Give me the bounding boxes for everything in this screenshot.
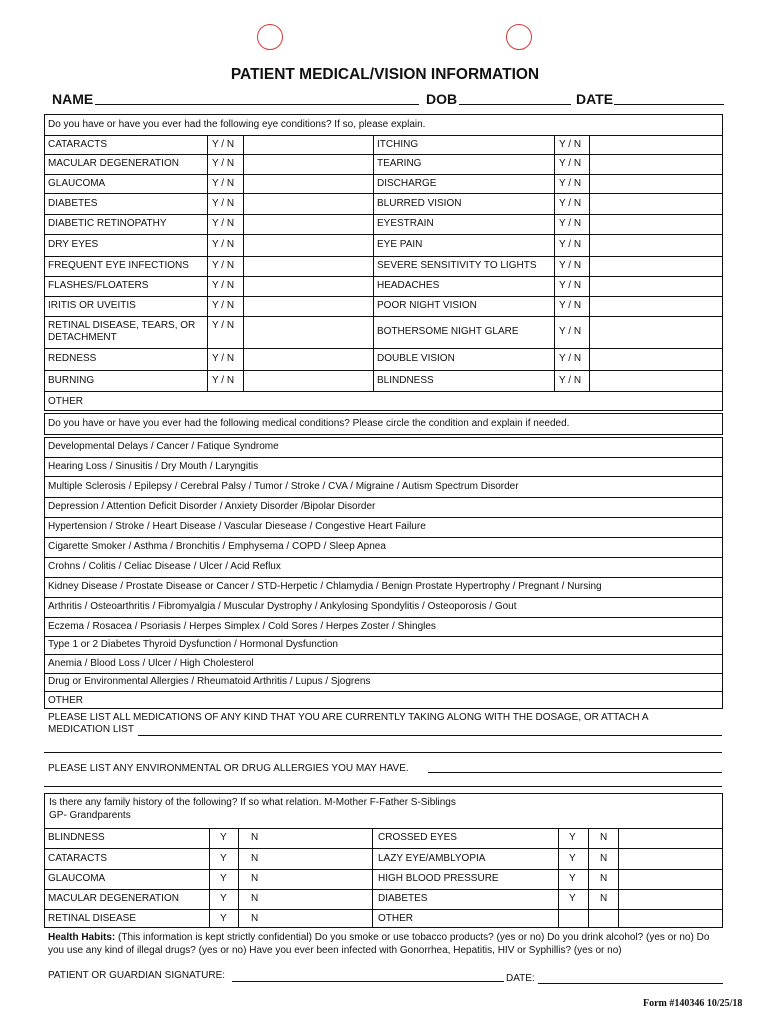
family-col-divider bbox=[588, 828, 589, 848]
eye-col-divider bbox=[589, 193, 590, 214]
family-condition-left: BLINDNESS bbox=[48, 832, 105, 843]
medical-other-label: OTHER bbox=[48, 695, 83, 706]
eye-col-divider bbox=[243, 214, 244, 234]
medical-row-divider bbox=[44, 537, 723, 538]
eye-col-divider bbox=[243, 316, 244, 348]
eye-condition-right: DOUBLE VISION bbox=[377, 353, 455, 364]
medical-row-divider bbox=[44, 497, 723, 498]
family-col-divider bbox=[238, 869, 239, 889]
medical-condition-item[interactable]: Developmental Delays / Cancer / Fatique Syndrome bbox=[48, 441, 279, 452]
eye-condition-left: FREQUENT EYE INFECTIONS bbox=[48, 260, 189, 271]
family-col-divider bbox=[558, 909, 559, 928]
eye-col-divider bbox=[554, 348, 555, 370]
medical-condition-item[interactable]: Drug or Environmental Allergies / Rheumatoid Arthritis / Lupus / Sjogrens bbox=[48, 676, 371, 687]
family-y-left[interactable]: Y bbox=[220, 913, 227, 924]
family-col-divider bbox=[238, 828, 239, 848]
eye-col-divider bbox=[554, 135, 555, 154]
eye-yn-right[interactable]: Y / N bbox=[559, 218, 582, 229]
eye-row-divider bbox=[44, 135, 723, 136]
eye-condition-right: ITCHING bbox=[377, 139, 419, 150]
family-n-right[interactable]: N bbox=[600, 853, 608, 864]
family-y-right[interactable]: Y bbox=[569, 853, 576, 864]
eye-condition-left: CATARACTS bbox=[48, 139, 108, 150]
family-condition-left: MACULAR DEGENERATION bbox=[48, 893, 179, 904]
family-col-divider bbox=[618, 828, 619, 848]
eye-yn-right[interactable]: Y / N bbox=[559, 178, 582, 189]
eye-yn-right[interactable]: Y / N bbox=[559, 375, 582, 386]
family-question-line2: GP- Grandparents bbox=[49, 810, 131, 821]
eye-col-divider bbox=[373, 234, 374, 256]
eye-row-divider bbox=[44, 193, 723, 194]
medical-row-divider bbox=[44, 617, 723, 618]
family-n-left[interactable]: N bbox=[251, 913, 259, 924]
eye-yn-left[interactable]: Y / N bbox=[212, 280, 235, 291]
eye-col-divider bbox=[589, 256, 590, 276]
eye-condition-left: IRITIS OR UVEITIS bbox=[48, 300, 136, 311]
eye-col-divider bbox=[589, 135, 590, 154]
family-row-divider bbox=[44, 889, 723, 890]
eye-col-divider bbox=[589, 174, 590, 193]
eye-col-divider bbox=[373, 193, 374, 214]
family-condition-right: CROSSED EYES bbox=[378, 832, 457, 843]
medical-question: Do you have or have you ever had the following medical conditions? Please circle the condition and explain if needed. bbox=[48, 418, 570, 429]
eye-col-divider bbox=[554, 256, 555, 276]
eye-col-divider bbox=[207, 348, 208, 370]
family-n-left[interactable]: N bbox=[251, 832, 259, 843]
medical-row-divider bbox=[44, 597, 723, 598]
eye-col-divider bbox=[373, 348, 374, 370]
eye-col-divider bbox=[589, 316, 590, 348]
dob-label: DOB bbox=[426, 91, 458, 107]
eye-col-divider bbox=[589, 296, 590, 316]
family-condition-right: OTHER bbox=[378, 913, 413, 924]
medical-condition-item[interactable]: Arthritis / Osteoarthritis / Fibromyalgia / Muscular Dystrophy / Ankylosing Spondylitis / Osteoporosis / Gout bbox=[48, 601, 517, 612]
medical-row-divider bbox=[44, 654, 723, 655]
medical-condition-item[interactable]: Depression / Attention Deficit Disorder / Anxiety Disorder /Bipolar Disorder bbox=[48, 501, 376, 512]
eye-row-divider bbox=[44, 154, 723, 155]
eye-condition-left: DRY EYES bbox=[48, 239, 99, 250]
eye-col-divider bbox=[373, 135, 374, 154]
eye-col-divider bbox=[207, 316, 208, 348]
eye-col-divider bbox=[207, 370, 208, 391]
family-col-divider bbox=[618, 848, 619, 869]
family-col-divider bbox=[558, 848, 559, 869]
eye-condition-right: SEVERE SENSITIVITY TO LIGHTS bbox=[377, 260, 537, 271]
family-col-divider bbox=[238, 909, 239, 928]
eye-col-divider bbox=[554, 193, 555, 214]
health-habits-text: (This information is kept strictly confidential) Do you smoke or use tobacco products? (yes or no) Do you drink alcohol? (yes or no) Do you use any kind of illegal drugs? (yes or no) Have you ever been infected with Gonorrhea, Hepatitis, HIV or Syphillis? (yes or no) bbox=[48, 932, 710, 956]
family-row-divider bbox=[44, 848, 723, 849]
eye-yn-left[interactable]: Y / N bbox=[212, 320, 235, 331]
medications-prompt: PLEASE LIST ALL MEDICATIONS OF ANY KIND THAT YOU ARE CURRENTLY TAKING ALONG WITH THE DOSAGE, OR ATTACH A MEDICATION LIST bbox=[48, 712, 648, 735]
family-col-divider bbox=[588, 848, 589, 869]
eye-col-divider bbox=[243, 296, 244, 316]
eye-col-divider bbox=[554, 296, 555, 316]
eye-yn-left[interactable]: Y / N bbox=[212, 198, 235, 209]
page-title: PATIENT MEDICAL/VISION INFORMATION bbox=[230, 66, 540, 83]
family-col-divider bbox=[209, 909, 210, 928]
medical-condition-item[interactable]: Multiple Sclerosis / Epilepsy / Cerebral Palsy / Tumor / Stroke / CVA / Migraine / Autism Spectrum Disorder bbox=[48, 481, 519, 492]
signature-label: PATIENT OR GUARDIAN SIGNATURE: bbox=[48, 970, 226, 981]
medical-row-divider bbox=[44, 476, 723, 477]
eye-row-divider bbox=[44, 256, 723, 257]
eye-col-divider bbox=[373, 256, 374, 276]
eye-col-divider bbox=[207, 154, 208, 174]
eye-condition-right: EYESTRAIN bbox=[377, 218, 434, 229]
medical-row-divider bbox=[44, 673, 723, 674]
family-question-line1: Is there any family history of the following? If so what relation. M-Mother F-Father S-Siblings bbox=[49, 797, 456, 808]
eye-row-divider bbox=[44, 316, 723, 317]
eye-col-divider bbox=[554, 234, 555, 256]
eye-col-divider bbox=[207, 256, 208, 276]
name-label: NAME bbox=[52, 91, 94, 107]
eye-col-divider bbox=[589, 214, 590, 234]
punch-hole-right bbox=[506, 24, 532, 50]
family-y-right[interactable]: Y bbox=[569, 893, 576, 904]
eye-condition-right: BLURRED VISION bbox=[377, 198, 462, 209]
eye-yn-right[interactable]: Y / N bbox=[559, 198, 582, 209]
health-habits bbox=[48, 931, 728, 957]
medical-row-divider bbox=[44, 557, 723, 558]
eye-yn-left[interactable]: Y / N bbox=[212, 239, 235, 250]
eye-condition-right: DISCHARGE bbox=[377, 178, 437, 189]
eye-col-divider bbox=[554, 276, 555, 296]
eye-row-divider bbox=[44, 234, 723, 235]
eye-condition-left: DIABETES bbox=[48, 198, 98, 209]
family-condition-left: RETINAL DISEASE bbox=[48, 913, 136, 924]
medical-row-divider bbox=[44, 691, 723, 692]
eye-condition-right: BLINDNESS bbox=[377, 375, 434, 386]
eye-condition-left: MACULAR DEGENERATION bbox=[48, 158, 179, 169]
eye-row-divider bbox=[44, 370, 723, 371]
eye-row-divider bbox=[44, 214, 723, 215]
family-n-right[interactable]: N bbox=[600, 893, 608, 904]
family-y-left[interactable]: Y bbox=[220, 853, 227, 864]
eye-condition-right: HEADACHES bbox=[377, 280, 440, 291]
medical-condition-item[interactable]: Hearing Loss / Sinusitis / Dry Mouth / Laryngitis bbox=[48, 461, 259, 472]
family-condition-right: DIABETES bbox=[378, 893, 428, 904]
eye-col-divider bbox=[243, 193, 244, 214]
eye-col-divider bbox=[243, 276, 244, 296]
eye-row-divider bbox=[44, 276, 723, 277]
eye-col-divider bbox=[554, 370, 555, 391]
eye-col-divider bbox=[589, 370, 590, 391]
family-col-divider bbox=[372, 828, 373, 848]
eye-yn-left[interactable]: Y / N bbox=[212, 260, 235, 271]
eye-col-divider bbox=[373, 154, 374, 174]
eye-question: Do you have or have you ever had the following eye conditions? If so, please explain. bbox=[48, 119, 426, 130]
medical-row-divider bbox=[44, 457, 723, 458]
eye-col-divider bbox=[243, 154, 244, 174]
eye-yn-left[interactable]: Y / N bbox=[212, 375, 235, 386]
family-col-divider bbox=[372, 909, 373, 928]
family-y-left[interactable]: Y bbox=[220, 893, 227, 904]
eye-yn-left[interactable]: Y / N bbox=[212, 300, 235, 311]
medical-condition-item[interactable]: Crohns / Colitis / Celiac Disease / Ulcer / Acid Reflux bbox=[48, 561, 281, 572]
family-col-divider bbox=[372, 869, 373, 889]
allergies-field-extra[interactable] bbox=[44, 786, 722, 787]
eye-col-divider bbox=[243, 370, 244, 391]
family-col-divider bbox=[558, 828, 559, 848]
date-field[interactable] bbox=[614, 104, 724, 105]
dob-field[interactable] bbox=[459, 104, 571, 105]
eye-yn-right[interactable]: Y / N bbox=[559, 158, 582, 169]
eye-col-divider bbox=[207, 276, 208, 296]
eye-col-divider bbox=[207, 135, 208, 154]
eye-col-divider bbox=[373, 214, 374, 234]
medications-field-extra[interactable] bbox=[44, 752, 722, 753]
eye-condition-left: RETINAL DISEASE, TEARS, OR DETACHMENT bbox=[48, 320, 196, 343]
eye-col-divider bbox=[373, 276, 374, 296]
family-n-right[interactable]: N bbox=[600, 832, 608, 843]
family-condition-left: CATARACTS bbox=[48, 853, 108, 864]
medical-row-divider bbox=[44, 517, 723, 518]
eye-col-divider bbox=[554, 316, 555, 348]
signature-date-field[interactable] bbox=[538, 983, 723, 984]
health-habits-label: Health Habits: bbox=[48, 932, 116, 943]
medical-condition-item[interactable]: Eczema / Rosacea / Psoriasis / Herpes Simplex / Cold Sores / Herpes Zoster / Shingles bbox=[48, 621, 436, 632]
eye-yn-right[interactable]: Y / N bbox=[559, 326, 582, 337]
family-row-divider bbox=[44, 828, 723, 829]
eye-col-divider bbox=[589, 348, 590, 370]
family-y-right[interactable]: Y bbox=[569, 873, 576, 884]
family-y-right[interactable]: Y bbox=[569, 832, 576, 843]
eye-col-divider bbox=[373, 296, 374, 316]
family-row-divider bbox=[44, 909, 723, 910]
medical-condition-item[interactable]: Hypertension / Stroke / Heart Disease / Vascular Diesease / Congestive Heart Failure bbox=[48, 521, 426, 532]
eye-condition-left: DIABETIC RETINOPATHY bbox=[48, 218, 167, 229]
eye-condition-left: FLASHES/FLOATERS bbox=[48, 280, 149, 291]
eye-col-divider bbox=[243, 256, 244, 276]
eye-col-divider bbox=[243, 174, 244, 193]
family-col-divider bbox=[618, 869, 619, 889]
eye-col-divider bbox=[207, 214, 208, 234]
eye-condition-right: BOTHERSOME NIGHT GLARE bbox=[377, 326, 519, 337]
family-col-divider bbox=[588, 909, 589, 928]
eye-col-divider bbox=[243, 348, 244, 370]
family-col-divider bbox=[209, 889, 210, 909]
allergies-field[interactable] bbox=[428, 772, 722, 773]
signature-field[interactable] bbox=[232, 981, 504, 982]
eye-row-divider bbox=[44, 348, 723, 349]
family-n-right[interactable]: N bbox=[600, 873, 608, 884]
medical-condition-item[interactable]: Kidney Disease / Prostate Disease or Cancer / STD-Herpetic / Chlamydia / Benign Prostate Hypertrophy / Pregnant / Nursing bbox=[48, 581, 602, 592]
eye-col-divider bbox=[243, 234, 244, 256]
eye-col-divider bbox=[554, 214, 555, 234]
eye-yn-left[interactable]: Y / N bbox=[212, 178, 235, 189]
date-label: DATE bbox=[576, 91, 614, 107]
family-condition-right: HIGH BLOOD PRESSURE bbox=[378, 873, 499, 884]
eye-condition-right: POOR NIGHT VISION bbox=[377, 300, 477, 311]
family-col-divider bbox=[238, 848, 239, 869]
eye-col-divider bbox=[373, 370, 374, 391]
family-col-divider bbox=[618, 909, 619, 928]
eye-col-divider bbox=[589, 154, 590, 174]
eye-condition-left: REDNESS bbox=[48, 353, 97, 364]
family-y-left[interactable]: Y bbox=[220, 832, 227, 843]
family-col-divider bbox=[372, 848, 373, 869]
family-col-divider bbox=[209, 869, 210, 889]
eye-yn-left[interactable]: Y / N bbox=[212, 139, 235, 150]
name-field[interactable] bbox=[95, 104, 419, 105]
family-col-divider bbox=[209, 828, 210, 848]
eye-yn-right[interactable]: Y / N bbox=[559, 139, 582, 150]
eye-col-divider bbox=[207, 193, 208, 214]
eye-yn-right[interactable]: Y / N bbox=[559, 353, 582, 364]
medical-row-divider bbox=[44, 577, 723, 578]
family-col-divider bbox=[558, 869, 559, 889]
eye-col-divider bbox=[243, 135, 244, 154]
family-col-divider bbox=[588, 889, 589, 909]
eye-col-divider bbox=[554, 174, 555, 193]
eye-col-divider bbox=[373, 316, 374, 348]
family-col-divider bbox=[558, 889, 559, 909]
family-n-left[interactable]: N bbox=[251, 893, 259, 904]
eye-col-divider bbox=[554, 154, 555, 174]
form-number: Form #140346 10/25/18 bbox=[643, 998, 743, 1009]
family-col-divider bbox=[588, 869, 589, 889]
eye-col-divider bbox=[589, 234, 590, 256]
eye-yn-right[interactable]: Y / N bbox=[559, 300, 582, 311]
eye-yn-right[interactable]: Y / N bbox=[559, 280, 582, 291]
family-n-left[interactable]: N bbox=[251, 853, 259, 864]
eye-yn-left[interactable]: Y / N bbox=[212, 158, 235, 169]
eye-yn-left[interactable]: Y / N bbox=[212, 353, 235, 364]
family-y-left[interactable]: Y bbox=[220, 873, 227, 884]
family-col-divider bbox=[372, 889, 373, 909]
eye-row-divider bbox=[44, 174, 723, 175]
eye-condition-right: EYE PAIN bbox=[377, 239, 423, 250]
eye-row-divider bbox=[44, 296, 723, 297]
family-col-divider bbox=[209, 848, 210, 869]
eye-col-divider bbox=[207, 174, 208, 193]
signature-date-label: DATE: bbox=[506, 973, 535, 984]
allergies-prompt: PLEASE LIST ANY ENVIRONMENTAL OR DRUG ALLERGIES YOU MAY HAVE. bbox=[48, 763, 409, 774]
eye-col-divider bbox=[207, 296, 208, 316]
family-n-left[interactable]: N bbox=[251, 873, 259, 884]
medical-row-divider bbox=[44, 636, 723, 637]
medical-condition-item[interactable]: Type 1 or 2 Diabetes Thyroid Dysfunction / Hormonal Dysfunction bbox=[48, 639, 338, 650]
eye-col-divider bbox=[589, 276, 590, 296]
family-condition-left: GLAUCOMA bbox=[48, 873, 106, 884]
eye-yn-right[interactable]: Y / N bbox=[559, 239, 582, 250]
eye-condition-left: GLAUCOMA bbox=[48, 178, 106, 189]
family-condition-right: LAZY EYE/AMBLYOPIA bbox=[378, 853, 486, 864]
eye-col-divider bbox=[207, 234, 208, 256]
eye-other-label: OTHER bbox=[48, 396, 83, 407]
family-row-divider bbox=[44, 869, 723, 870]
eye-row-divider bbox=[44, 391, 723, 392]
eye-col-divider bbox=[373, 174, 374, 193]
medical-condition-item[interactable]: Cigarette Smoker / Asthma / Bronchitis / Emphysema / COPD / Sleep Apnea bbox=[48, 541, 386, 552]
medical-condition-item[interactable]: Anemia / Blood Loss / Ulcer / High Cholesterol bbox=[48, 658, 254, 669]
punch-hole-left bbox=[257, 24, 283, 50]
eye-yn-left[interactable]: Y / N bbox=[212, 218, 235, 229]
family-col-divider bbox=[238, 889, 239, 909]
eye-condition-right: TEARING bbox=[377, 158, 422, 169]
eye-condition-left: BURNING bbox=[48, 375, 95, 386]
eye-yn-right[interactable]: Y / N bbox=[559, 260, 582, 271]
medications-field[interactable] bbox=[138, 735, 722, 736]
family-col-divider bbox=[618, 889, 619, 909]
